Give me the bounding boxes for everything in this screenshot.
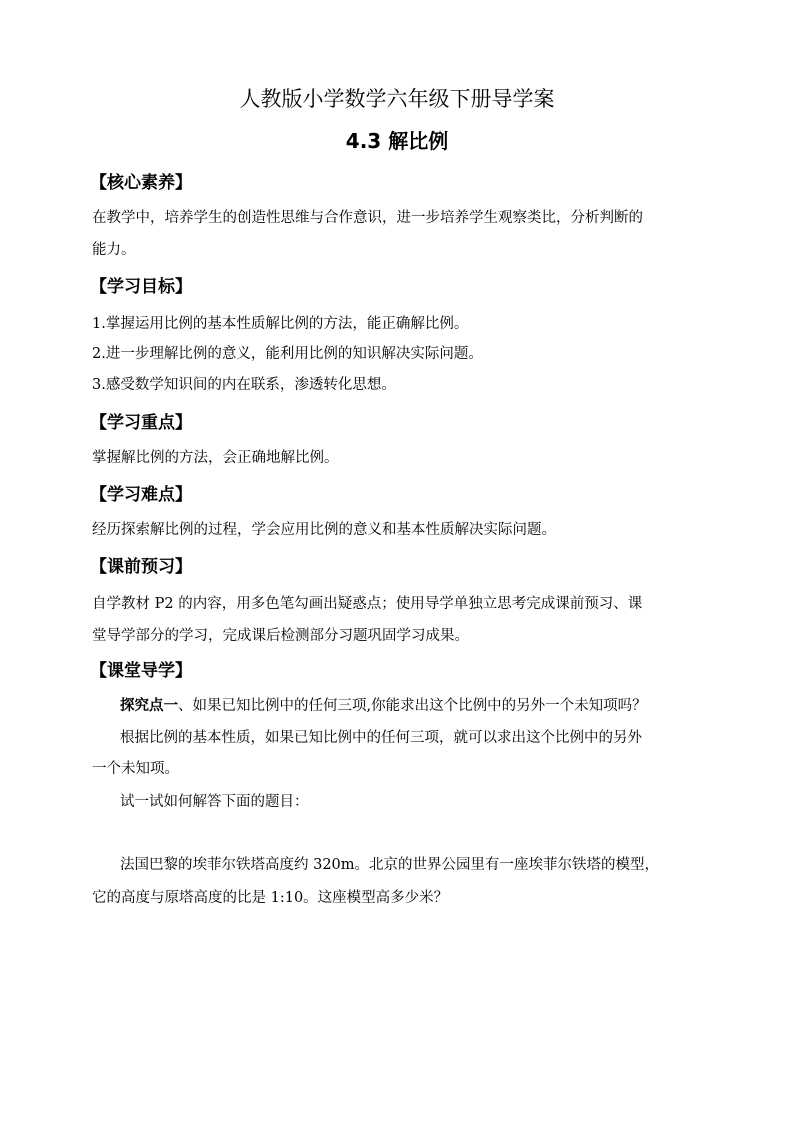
- explore-label: 探究点一: [120, 697, 178, 714]
- problem-text-line: 它的高度与原塔高度的比是 1:10。这座模型高多少米？: [92, 890, 449, 906]
- problem-text-line: 法国巴黎的埃菲尔铁塔高度约 320m。北京的世界公园里有一座埃菲尔铁塔的模型，: [120, 857, 660, 873]
- difficulty-text-line: 经历探索解比例的过程，学会应用比例的意义和基本性质解决实际问题。: [92, 522, 556, 538]
- goal-item: 3.感受数学知识间的内在联系，渗透转化思想。: [92, 377, 396, 393]
- guide-text-line: 一个未知项。: [92, 761, 179, 777]
- section-heading-core: 【核心素养】: [90, 173, 192, 193]
- goal-item: 2.进一步理解比例的意义，能利用比例的知识解决实际问题。: [92, 346, 483, 362]
- goal-item: 1.掌握运用比例的基本性质解比例的方法，能正确解比例。: [92, 316, 469, 332]
- preview-text-line: 堂导学部分的学习，完成课后检测部分习题巩固学习成果。: [92, 628, 469, 644]
- section-heading-goals: 【学习目标】: [90, 277, 192, 297]
- explore-point-line: [120, 694, 647, 715]
- lesson-title: 4.3 解比例: [345, 129, 449, 153]
- core-text-line: 能力。: [92, 242, 136, 258]
- document-title: 人教版小学数学六年级下册导学案: [239, 87, 555, 111]
- section-heading-key: 【学习重点】: [90, 413, 192, 433]
- preview-text-line: 自学教材 P2 的内容，用多色笔勾画出疑惑点；使用导学单独立思考完成课前预习、课: [92, 596, 643, 612]
- guide-text-line: 根据比例的基本性质，如果已知比例中的任何三项，就可以求出这个比例中的另外: [120, 730, 642, 746]
- explore-question: 、如果已知比例中的任何三项,你能求出这个比例中的另外一个未知项吗？: [178, 698, 647, 714]
- section-heading-guide: 【课堂导学】: [90, 661, 192, 681]
- core-text-line: 在教学中，培养学生的创造性思维与合作意识，进一步培养学生观察类比，分析判断的: [92, 210, 643, 226]
- key-text-line: 掌握解比例的方法，会正确地解比例。: [92, 450, 339, 466]
- section-heading-preview: 【课前预习】: [90, 557, 192, 577]
- guide-text-line: 试一试如何解答下面的题目：: [120, 794, 309, 810]
- section-heading-difficulty: 【学习难点】: [90, 485, 192, 505]
